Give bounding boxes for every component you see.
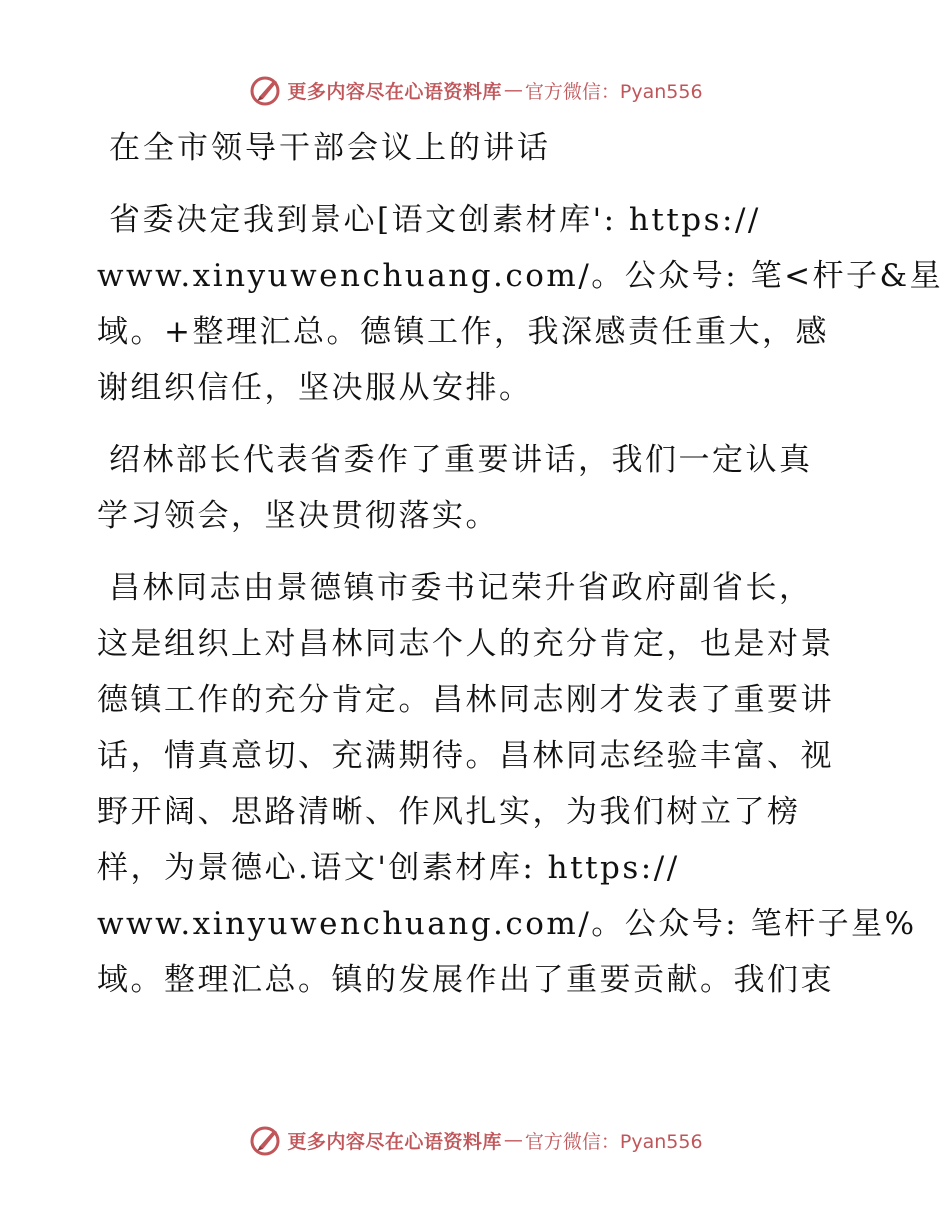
paragraph-line: www.xinyuwenchuang.com/。公众号: 笔杆子星% [97, 906, 917, 942]
paragraph [97, 192, 944, 416]
paragraph-line: www.xinyuwenchuang.com/。公众号: 笔<杆子&星 [97, 258, 944, 294]
quill-pen-logo-icon [247, 72, 283, 108]
footer-banner [0, 1122, 950, 1158]
header-banner [0, 72, 950, 108]
document-body [97, 120, 944, 1008]
paragraph-line: 域。整理汇总。镇的发展作出了重要贡献。我们衷 [97, 962, 834, 998]
paragraph [97, 432, 867, 544]
paragraph-line: 德镇工作的充分肯定。昌林同志刚才发表了重要讲 [97, 682, 834, 718]
paragraph-line: 绍林部长代表省委作了重要讲话，我们一定认真 [109, 442, 813, 478]
paragraph-line: 域。+整理汇总。德镇工作，我深感责任重大，感 [97, 314, 829, 350]
banner-slogan: 更多内容尽在心语资料库 [287, 1130, 502, 1153]
paragraph-line: 野开阔、思路清晰、作风扎实，为我们树立了榜 [97, 794, 801, 830]
paragraph-line: 样，为景德心.语文'创素材库: https:// [97, 850, 680, 886]
banner-dash: — [503, 1129, 523, 1151]
paragraph-line: 学习领会，坚决贯彻落实。 [97, 498, 499, 534]
paragraph-line: 这是组织上对昌林同志个人的充分肯定，也是对景 [97, 626, 834, 662]
quill-pen-logo-icon [247, 1122, 283, 1158]
document-title: 在全市领导干部会议上的讲话 [109, 130, 551, 166]
paragraph-line: 昌林同志由景德镇市委书记荣升省政府副省长， [109, 570, 813, 606]
banner-wechat: 官方微信：Pyan556 [524, 80, 703, 103]
paragraph-line: 省委决定我到景心[语文创素材库': https:// [109, 202, 761, 238]
paragraph-list [97, 192, 944, 1008]
paragraph-line: 话，情真意切、充满期待。昌林同志经验丰富、视 [97, 738, 834, 774]
banner-dash: — [503, 79, 523, 101]
banner-wechat: 官方微信：Pyan556 [524, 1130, 703, 1153]
paragraph [97, 560, 917, 1008]
paragraph-line: 谢组织信任，坚决服从安排。 [97, 370, 533, 406]
banner-slogan: 更多内容尽在心语资料库 [287, 80, 502, 103]
